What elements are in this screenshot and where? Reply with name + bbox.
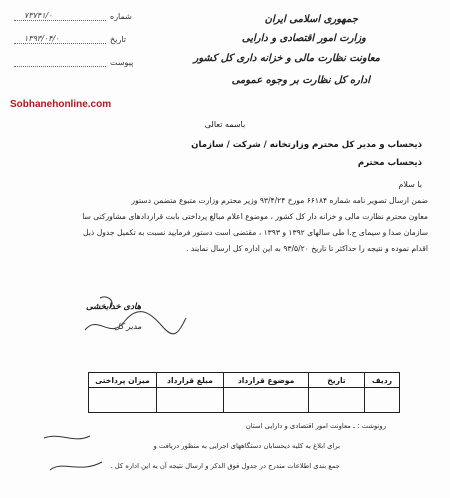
header-line-4: اداره کل نظارت بر وجوه عمومی bbox=[231, 75, 370, 86]
footer-line-1: رونوشت : ـ معاونت امور اقتصادی و دارایی استان bbox=[245, 422, 386, 430]
recipient-line-1: ذیحساب و مدیر کل محترم وزارتخانه / شرکت / سازمان bbox=[191, 140, 422, 150]
table-cell bbox=[224, 388, 309, 413]
body-line-2: معاون محترم نظارت مالی و خزانه دار کل کشور ، موضوع اعلام مبالغ پرداختی بابت قراردادهای مشاورکتی سا bbox=[82, 212, 428, 221]
table-cell bbox=[156, 388, 223, 413]
salutation: باسمه تعالی bbox=[204, 120, 246, 129]
header-line-3: معاونت نظارت مالی و خزانه داری کل کشور bbox=[193, 53, 380, 64]
col-contract-subject: موضوع قرارداد bbox=[224, 373, 309, 388]
payments-table bbox=[88, 372, 400, 413]
col-date: تاریخ bbox=[309, 373, 365, 388]
footer-line-3: جمع بندی اطلاعات مندرج در جدول فوق الذکر و ارسال نتیجه آن به این اداره کل . bbox=[110, 462, 340, 470]
date-dots bbox=[14, 35, 106, 44]
table-cell bbox=[364, 388, 399, 413]
number-label: شماره bbox=[110, 12, 132, 21]
table-cell bbox=[309, 388, 365, 413]
attachment-dots bbox=[14, 58, 106, 67]
attachment-label: پیوست bbox=[110, 58, 134, 67]
body-line-3: سازمان صدا و سیمای ج.ا طی سالهای ۱۳۹۲ و ۱۳۹۳ ، مقتضی است دستور فرمایید نسبت به تکمیل جدول ذیل bbox=[83, 228, 428, 237]
col-paid-amount: میزان پرداختی bbox=[89, 373, 157, 388]
header-line-1: جمهوری اسلامی ایران bbox=[264, 14, 358, 25]
body-line-4: اقدام نموده و نتیجه را حداکثر تا تاریخ ۹۳/۵/۲۰ به این اداره کل ارسال نمایند . bbox=[186, 244, 428, 253]
watermark-text: Sobhanehonline.com bbox=[10, 99, 112, 110]
recipient-line-2: ذیحساب محترم bbox=[357, 158, 422, 168]
greeting: با سلام bbox=[398, 180, 422, 189]
body-line-1: ضمن ارسال تصویر نامه شماره ۶۶۱۸۴ مورخ ۹۳/۴/۲۴ وزیر محترم وزارت متبوع متضمن دستور bbox=[131, 196, 428, 205]
handwritten-mark bbox=[40, 430, 110, 480]
signature-block bbox=[80, 292, 190, 342]
table-row bbox=[89, 388, 400, 413]
date-value: ۱۳۹۳/۰۴/۰ bbox=[24, 34, 60, 43]
signatory-name: هادی خدابخشی bbox=[86, 302, 142, 312]
table-cell bbox=[89, 388, 157, 413]
col-row-number: ردیف bbox=[364, 373, 399, 388]
table-header-row bbox=[89, 373, 400, 388]
handwritten-signature bbox=[80, 292, 190, 342]
col-contract-amount: مبلغ قرارداد bbox=[156, 373, 223, 388]
number-dots bbox=[14, 12, 106, 21]
signatory-title: مدیر کل bbox=[114, 322, 142, 331]
date-label: تاریخ bbox=[110, 35, 126, 44]
footer-line-2: برای ابلاغ به کلیه ذیحسابان دستگاههای اجرایی به منظور دریافت و bbox=[153, 442, 340, 450]
header-line-2: وزارت امور اقتصادی و دارایی bbox=[241, 33, 366, 44]
number-value: ۷۳۷۴۱/۰ bbox=[24, 11, 53, 20]
